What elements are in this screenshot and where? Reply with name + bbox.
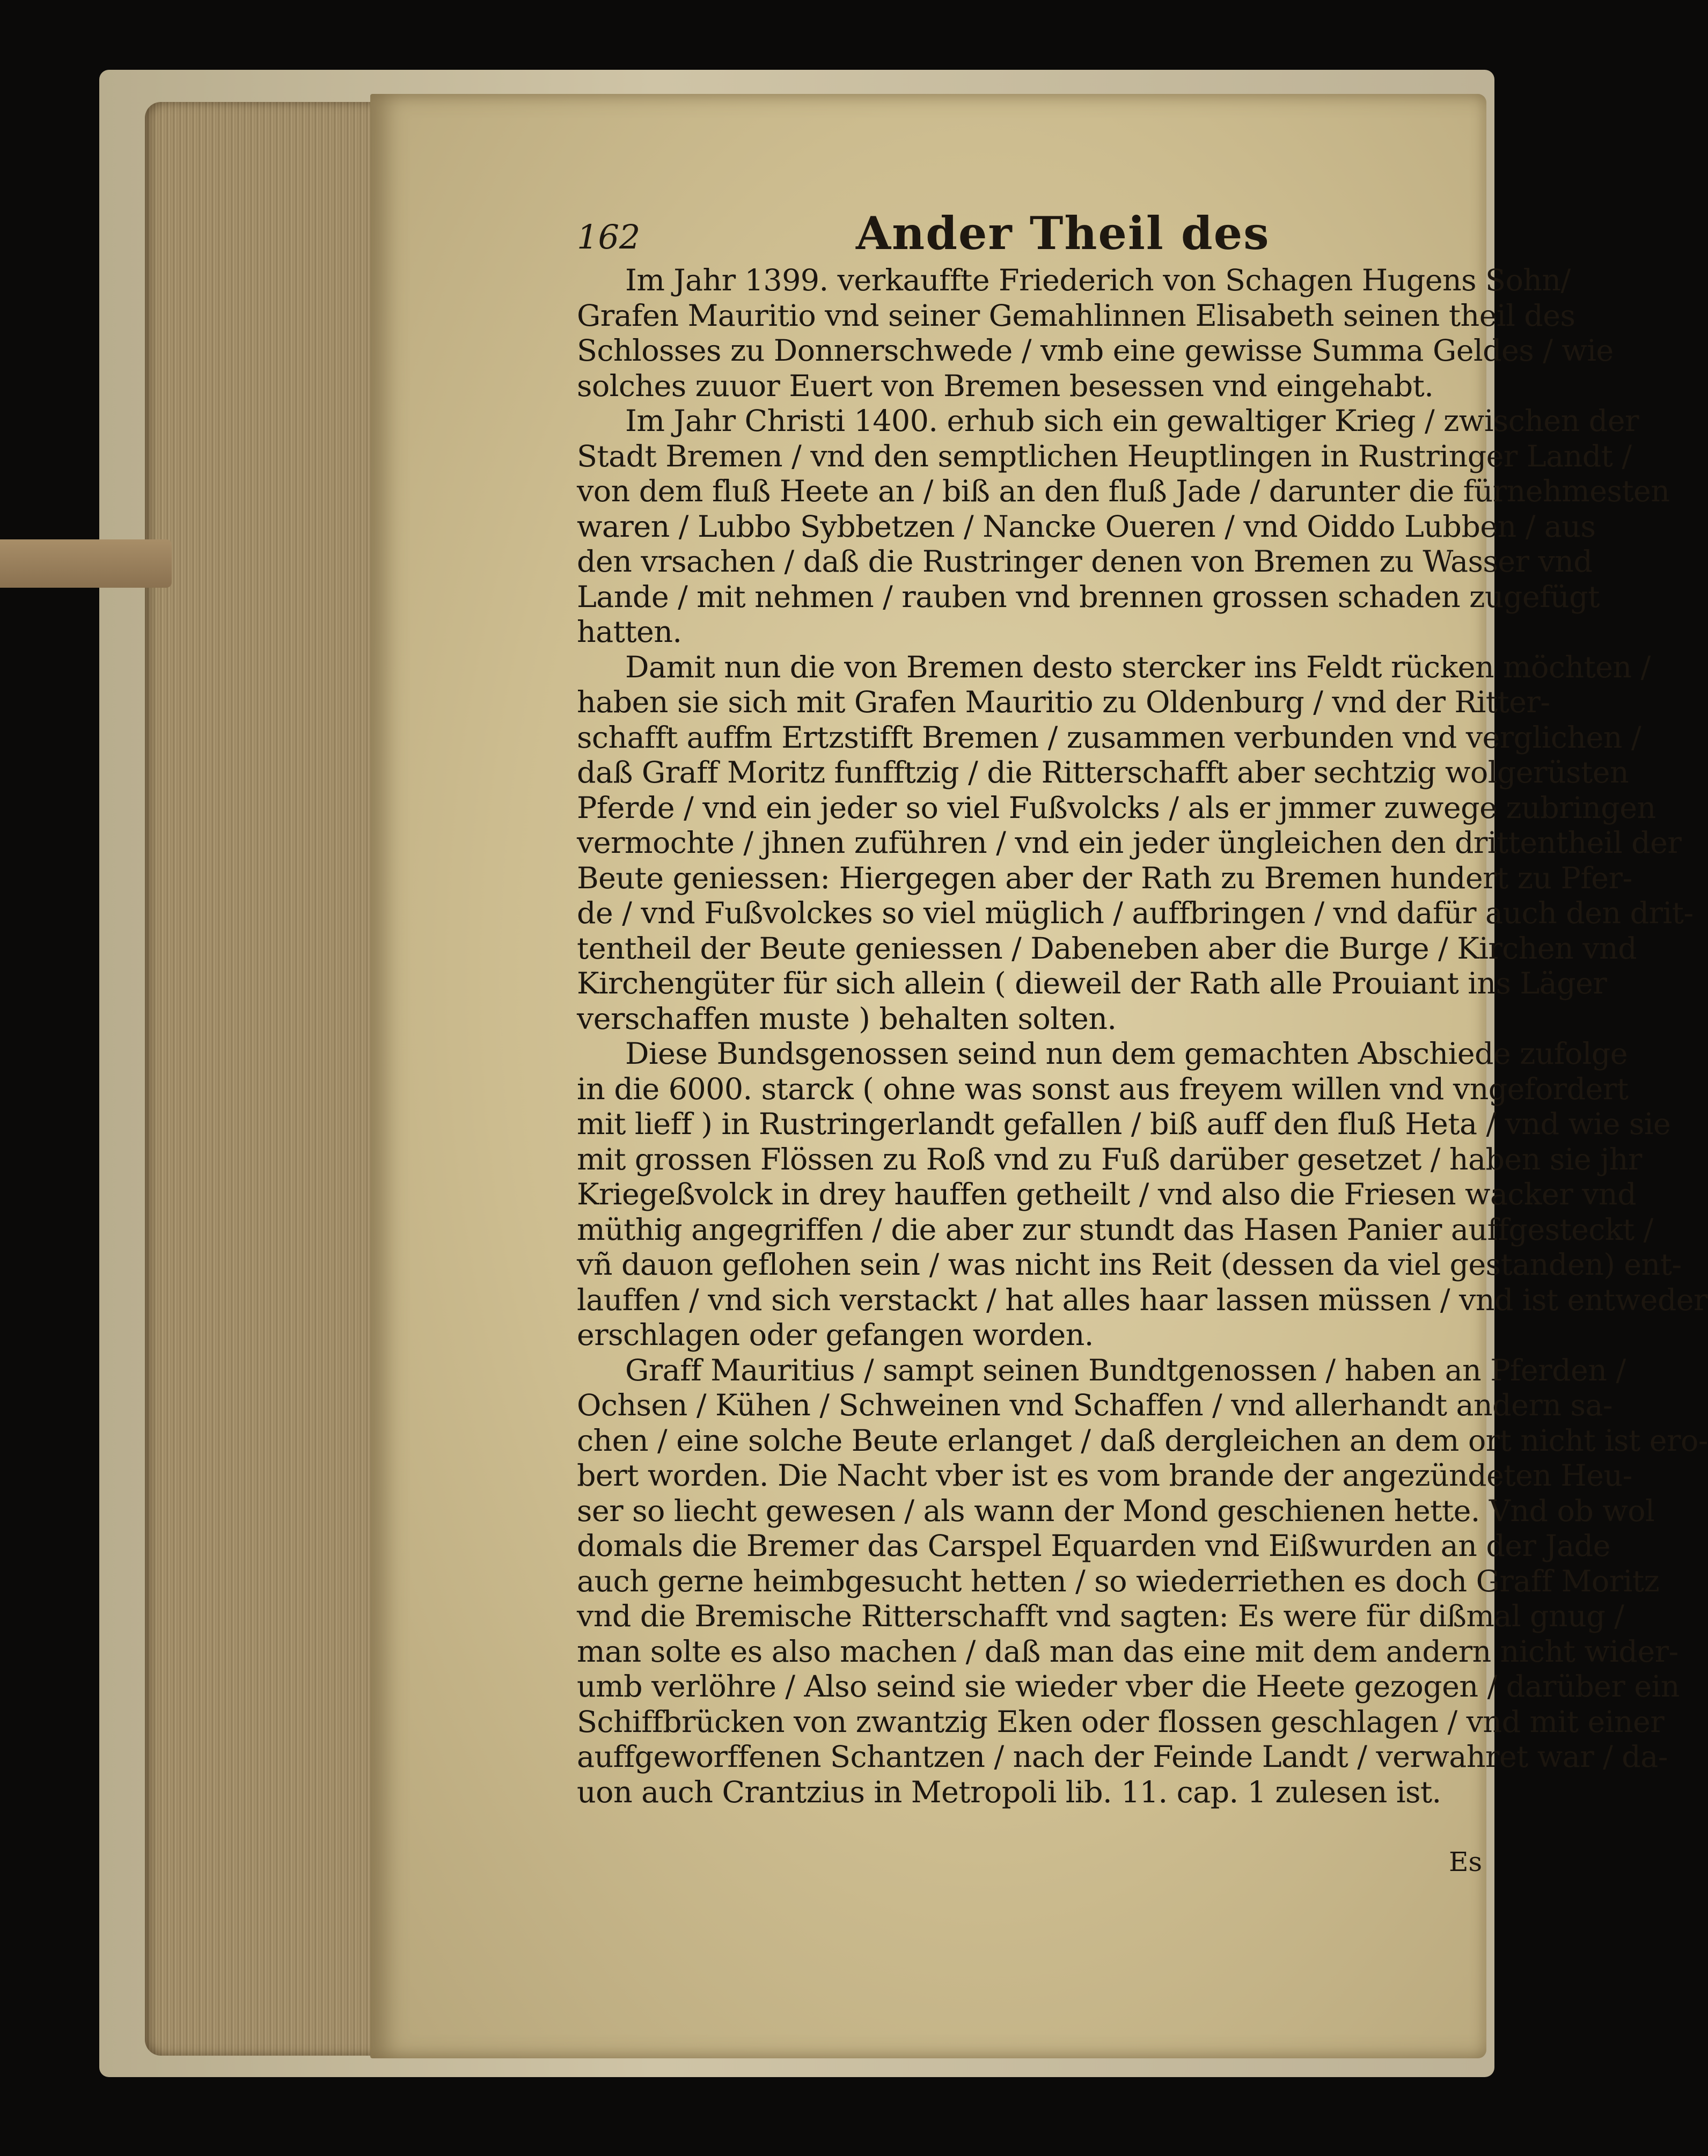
text-line: de / vnd Fußvolckes so viel müglich / auffbringen / vnd dafür auch den drit- — [577, 896, 1694, 931]
text-line: Pferde / vnd ein jeder so viel Fußvolcks / als er jmmer zuwege zubringen — [577, 790, 1656, 825]
text-line: hatten. — [577, 615, 682, 649]
text-line: Schlosses zu Donnerschwede / vmb eine gewisse Summa Geldes / wie — [577, 333, 1614, 368]
page-edges — [145, 102, 381, 2056]
text-line: auch gerne heimbgesucht hetten / so wiederriethen es doch Graff Moritz — [577, 1563, 1660, 1599]
text-line: Diese Bundsgenossen seind nun dem gemachten Abschiede zufolge — [625, 1036, 1628, 1071]
page-number: 162 — [577, 217, 641, 257]
text-line: bert worden. Die Nacht vber ist es vom brande der angezündeten Heu- — [577, 1458, 1632, 1493]
paragraph — [577, 1353, 1708, 1810]
text-line: in die 6000. starck ( ohne was sonst aus freyem willen vnd vngefordert — [577, 1071, 1629, 1107]
text-line: Graff Mauritius / sampt seinen Bundtgenossen / haben an Pferden / — [625, 1353, 1626, 1388]
text-line: Lande / mit nehmen / rauben vnd brennen grossen schaden zugefügt — [577, 579, 1600, 615]
text-line: mit grossen Flössen zu Roß vnd zu Fuß darüber gesetzet / haben sie jhr — [577, 1142, 1642, 1177]
text-line: umb verlöhre / Also seind sie wieder vber die Heete gezogen / darüber ein — [577, 1669, 1680, 1704]
text-line: waren / Lubbo Sybbetzen / Nancke Oueren / vnd Oiddo Lubben / aus — [577, 509, 1596, 544]
text-line: Kriegeßvolck in drey hauffen getheilt / vnd also die Friesen wacker vnd — [577, 1177, 1636, 1212]
text-line: den vrsachen / daß die Rustringer denen von Bremen zu Wasser vnd — [577, 544, 1593, 579]
body-text — [577, 263, 1708, 1810]
text-line: Damit nun die von Bremen desto stercker ins Feldt rücken möchten / — [625, 649, 1651, 685]
text-line: daß Graff Moritz funfftzig / die Ritterschafft aber sechtzig wolgerüsten — [577, 755, 1629, 790]
text-line: Kirchengüter für sich allein ( dieweil der Rath alle Prouiant ins Läger — [577, 966, 1607, 1001]
running-head — [577, 207, 1462, 266]
paragraph — [577, 404, 1670, 650]
text-line: man solte es also machen / daß man das eine mit dem andern nicht wider- — [577, 1634, 1678, 1669]
catchword: Es — [1449, 1846, 1483, 1877]
text-line: vermochte / jhnen zuführen / vnd ein jeder üngleichen den drittentheil der — [577, 825, 1682, 860]
text-line: Beute geniessen: Hiergegen aber der Rath zu Bremen hundert zu Pfer- — [577, 860, 1632, 896]
text-line: vñ dauon geflohen sein / was nicht ins Reit (dessen da viel gestanden) ent- — [577, 1247, 1682, 1282]
text-line: Ochsen / Kühen / Schweinen vnd Schaffen / vnd allerhandt andern sa- — [577, 1388, 1612, 1423]
text-line: Stadt Bremen / vnd den semptlichen Heuptlingen in Rustringer Landt / — [577, 438, 1632, 474]
text-line: Im Jahr Christi 1400. erhub sich ein gewaltiger Krieg / zwischen der — [625, 404, 1639, 438]
text-line: ser so liecht gewesen / als wann der Mond geschienen hette. Vnd ob wol — [577, 1493, 1655, 1529]
text-line: auffgeworffenen Schantzen / nach der Feinde Landt / verwahret war / da- — [577, 1740, 1668, 1774]
text-line: Im Jahr 1399. verkauffte Friederich von Schagen Hugens Sohn/ — [625, 263, 1571, 298]
text-line: domals die Bremer das Carspel Equarden vnd Eißwurden an der Jade — [577, 1529, 1610, 1563]
paragraph — [577, 1036, 1707, 1353]
text-line: verschaffen muste ) behalten solten. — [577, 1001, 1117, 1036]
text-line: erschlagen oder gefangen worden. — [577, 1318, 1094, 1353]
text-line: lauffen / vnd sich verstackt / hat alles haar lassen müssen / vnd ist entweder — [577, 1282, 1707, 1318]
text-line: chen / eine solche Beute erlanget / daß dergleichen an dem ort nicht ist ero- — [577, 1423, 1708, 1458]
text-line: Schiffbrücken von zwantzig Eken oder flossen geschlagen / vnd mit einer — [577, 1704, 1665, 1740]
text-line: müthig angegriffen / die aber zur stundt das Hasen Panier auffgesteckt / — [577, 1212, 1653, 1247]
text-line: uon auch Crantzius in Metropoli lib. 11. cap. 1 zulesen ist. — [577, 1774, 1441, 1810]
bookmark-ribbon — [0, 539, 172, 588]
paragraph — [577, 263, 1614, 404]
text-line: von dem fluß Heete an / biß an den fluß Jade / darunter die fürnehmesten — [577, 474, 1670, 509]
text-line: schafft auffm Ertzstifft Bremen / zusammen verbunden vnd verglichen / — [577, 720, 1641, 755]
text-line: vnd die Bremische Ritterschafft vnd sagten: Es were für dißmal gnug / — [577, 1599, 1624, 1634]
text-line: mit lieff ) in Rustringerlandt gefallen / biß auff den fluß Heta / vnd wie sie — [577, 1107, 1671, 1142]
text-line: solches zuuor Euert von Bremen besessen vnd eingehabt. — [577, 368, 1434, 404]
text-line: haben sie sich mit Grafen Mauritio zu Oldenburg / vnd der Ritter- — [577, 685, 1550, 720]
running-title: Ander Theil des — [856, 207, 1270, 260]
text-line: Grafen Mauritio vnd seiner Gemahlinnen Elisabeth seinen theil des — [577, 298, 1575, 333]
text-line: tentheil der Beute geniessen / Dabeneben aber die Burge / Kirchen vnd — [577, 931, 1637, 966]
paragraph — [577, 649, 1694, 1037]
